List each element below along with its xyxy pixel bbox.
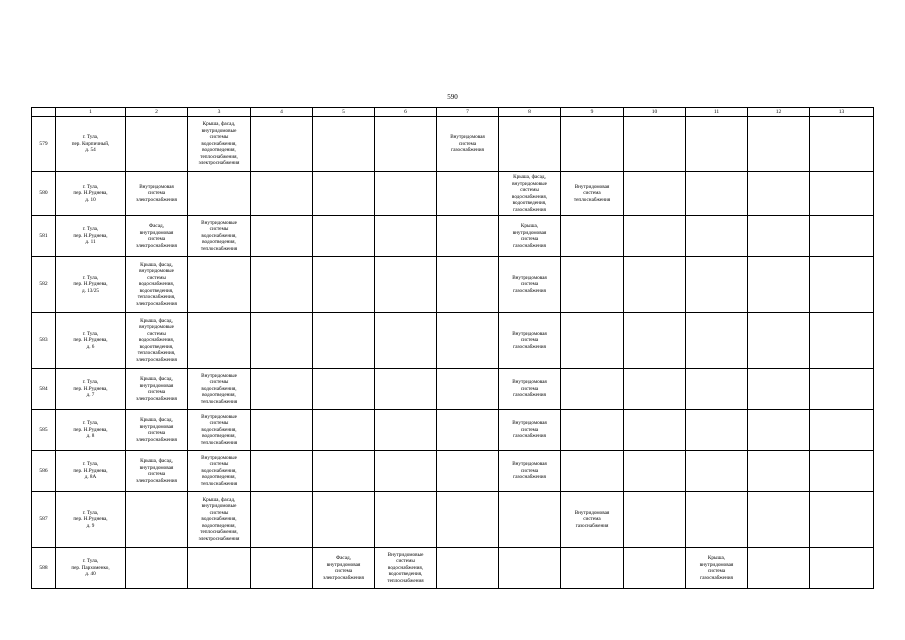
row-number: 586 [32, 451, 56, 492]
work-cell [126, 492, 188, 548]
work-cell [499, 117, 561, 172]
work-cell [126, 117, 188, 172]
work-cell [624, 257, 686, 313]
work-cell: Фасад, внутридомовая система электроснабжения [313, 548, 375, 589]
work-cell [810, 172, 874, 216]
work-cell [437, 548, 499, 589]
work-cell [686, 172, 748, 216]
work-cell [810, 410, 874, 451]
address-cell: г. Тула, пер. Кирпичный, д. 54 [56, 117, 126, 172]
work-cell: Фасад, внутридомовая система электроснабжения [126, 216, 188, 257]
row-number: 579 [32, 117, 56, 172]
work-cell [810, 548, 874, 589]
table-row [32, 257, 874, 313]
work-cell [624, 369, 686, 410]
work-cell [624, 451, 686, 492]
work-cell [437, 492, 499, 548]
work-cell [437, 257, 499, 313]
work-cell: Внутридомовые системы водоснабжения, водоотведения, теплоснабжения [188, 410, 251, 451]
header-cell: 4 [251, 108, 313, 117]
work-cell: Внутридомовая система газоснабжения [561, 492, 624, 548]
table-row [32, 451, 874, 492]
work-cell [188, 172, 251, 216]
work-cell [810, 492, 874, 548]
work-cell [624, 410, 686, 451]
work-cell [748, 313, 810, 369]
work-cell: Крыша, фасад, внутридомовые системы водоснабжения, водоотведения, теплоснабжения, электроснабжения [126, 257, 188, 313]
work-cell [686, 492, 748, 548]
work-cell: Крыша, фасад, внутридомовые системы водоснабжения, водоотведения, теплоснабжения, электроснабжения [188, 117, 251, 172]
work-cell [188, 548, 251, 589]
work-cell [686, 216, 748, 257]
work-cell [748, 410, 810, 451]
header-cell: 6 [375, 108, 437, 117]
address-cell: г. Тула, пер. Н.Руднева, д. 6 [56, 313, 126, 369]
work-cell [624, 313, 686, 369]
row-number: 584 [32, 369, 56, 410]
work-cell [748, 451, 810, 492]
table-row [32, 410, 874, 451]
work-cell [686, 369, 748, 410]
work-cell [686, 451, 748, 492]
address-cell: г. Тула, пер. Н.Руднева, д. 8 [56, 410, 126, 451]
address-cell: г. Тула, пер. Н.Руднева, д. 11 [56, 216, 126, 257]
work-cell: Крыша, фасад, внутридомовая система электроснабжения [126, 451, 188, 492]
work-cell [561, 410, 624, 451]
work-cell [188, 257, 251, 313]
work-cell [686, 313, 748, 369]
work-cell [810, 369, 874, 410]
address-cell: г. Тула, пер. Н.Руднева, д. 8А [56, 451, 126, 492]
work-cell [313, 257, 375, 313]
header-cell: 13 [810, 108, 874, 117]
work-cell [126, 548, 188, 589]
work-cell [748, 548, 810, 589]
repair-schedule-table [31, 107, 874, 589]
work-cell [251, 172, 313, 216]
work-cell [810, 117, 874, 172]
work-cell [313, 313, 375, 369]
work-cell [251, 216, 313, 257]
header-cell: 8 [499, 108, 561, 117]
work-cell [748, 216, 810, 257]
row-number: 580 [32, 172, 56, 216]
header-cell: 3 [188, 108, 251, 117]
row-number: 587 [32, 492, 56, 548]
work-cell: Крыша, внутридомовая система газоснабжения [499, 216, 561, 257]
header-cell: 9 [561, 108, 624, 117]
work-cell [810, 451, 874, 492]
work-cell: Внутридомовая система газоснабжения [437, 117, 499, 172]
work-cell: Крыша, фасад, внутридомовая система электроснабжения [126, 369, 188, 410]
work-cell: Внутридомовые системы водоснабжения, водоотведения, теплоснабжения [188, 451, 251, 492]
work-cell [686, 410, 748, 451]
header-cell: 1 [56, 108, 126, 117]
work-cell [313, 451, 375, 492]
work-cell [437, 216, 499, 257]
header-cell: 11 [686, 108, 748, 117]
row-number: 588 [32, 548, 56, 589]
work-cell: Внутридомовые системы водоснабжения, водоотведения, теплоснабжения [188, 369, 251, 410]
work-cell: Внутридомовая система электроснабжения [126, 172, 188, 216]
work-cell: Внутридомовая система газоснабжения [499, 257, 561, 313]
work-cell [375, 451, 437, 492]
work-cell [624, 172, 686, 216]
row-number: 585 [32, 410, 56, 451]
work-cell [624, 216, 686, 257]
work-cell [375, 492, 437, 548]
work-cell: Крыша, внутридомовая система газоснабжения [686, 548, 748, 589]
work-cell [624, 117, 686, 172]
work-cell [561, 548, 624, 589]
work-cell [375, 216, 437, 257]
work-cell [375, 410, 437, 451]
work-cell [251, 548, 313, 589]
work-cell [748, 369, 810, 410]
header-cell-blank [32, 108, 56, 117]
work-cell [748, 492, 810, 548]
table-row [32, 172, 874, 216]
work-cell [313, 117, 375, 172]
header-cell: 5 [313, 108, 375, 117]
table-row [32, 548, 874, 589]
work-cell [561, 117, 624, 172]
work-cell [437, 410, 499, 451]
work-cell [748, 257, 810, 313]
header-row [32, 108, 874, 117]
work-cell [499, 548, 561, 589]
work-cell [624, 548, 686, 589]
work-cell [251, 492, 313, 548]
work-cell: Крыша, фасад, внутридомовая система электроснабжения [126, 410, 188, 451]
table-row [32, 313, 874, 369]
work-cell [810, 313, 874, 369]
work-cell [686, 257, 748, 313]
header-cell: 7 [437, 108, 499, 117]
work-cell [437, 172, 499, 216]
work-cell [251, 369, 313, 410]
work-cell [810, 216, 874, 257]
work-cell: Внутридомовая система теплоснабжения [561, 172, 624, 216]
work-cell [437, 369, 499, 410]
work-cell: Крыша, фасад, внутридомовые системы водоснабжения, водоотведения, газоснабжения [499, 172, 561, 216]
address-cell: г. Тула, пер. Н.Руднева, д. 7 [56, 369, 126, 410]
work-cell [375, 369, 437, 410]
work-cell [313, 369, 375, 410]
work-cell [686, 117, 748, 172]
page-number: 590 [447, 93, 458, 101]
work-cell [748, 172, 810, 216]
row-number: 581 [32, 216, 56, 257]
work-cell: Внутридомовая система газоснабжения [499, 313, 561, 369]
work-cell [375, 172, 437, 216]
work-cell [561, 451, 624, 492]
work-cell: Крыша, фасад, внутридомовые системы водоснабжения, водоотведения, теплоснабжения, электроснабжения [126, 313, 188, 369]
work-cell [313, 492, 375, 548]
work-cell: Внутридомовая система газоснабжения [499, 369, 561, 410]
work-cell [251, 257, 313, 313]
work-cell [499, 492, 561, 548]
work-cell [313, 410, 375, 451]
address-cell: г. Тула, пер. Н.Руднева, д. 10 [56, 172, 126, 216]
address-cell: г. Тула, пер. Пархоменко, д. 40 [56, 548, 126, 589]
work-cell [561, 313, 624, 369]
work-cell [810, 257, 874, 313]
work-cell: Внутридомовая система газоснабжения [499, 410, 561, 451]
work-cell [624, 492, 686, 548]
header-cell: 12 [748, 108, 810, 117]
work-cell [437, 313, 499, 369]
work-cell [748, 117, 810, 172]
work-cell: Внутридомовые системы водоснабжения, водоотведения, теплоснабжения [375, 548, 437, 589]
work-cell: Внутридомовая система газоснабжения [499, 451, 561, 492]
address-cell: г. Тула, пер. Н.Руднева, д. 13/25 [56, 257, 126, 313]
work-cell [251, 117, 313, 172]
table-row [32, 117, 874, 172]
header-cell: 10 [624, 108, 686, 117]
table-row [32, 369, 874, 410]
row-number: 583 [32, 313, 56, 369]
header-cell: 2 [126, 108, 188, 117]
work-cell [561, 369, 624, 410]
table-row [32, 216, 874, 257]
work-cell [561, 216, 624, 257]
row-number: 582 [32, 257, 56, 313]
work-cell [251, 313, 313, 369]
work-cell [313, 172, 375, 216]
work-cell: Крыша, фасад, внутридомовые системы водоснабжения, водоотведения, теплоснабжения, электроснабжения [188, 492, 251, 548]
work-cell [313, 216, 375, 257]
work-cell [251, 410, 313, 451]
work-cell [188, 313, 251, 369]
work-cell [375, 313, 437, 369]
work-cell [437, 451, 499, 492]
table-row [32, 492, 874, 548]
work-cell [561, 257, 624, 313]
work-cell [375, 257, 437, 313]
address-cell: г. Тула, пер. Н.Руднева, д. 9 [56, 492, 126, 548]
work-cell [375, 117, 437, 172]
work-cell: Внутридомовые системы водоснабжения, водоотведения, теплоснабжения [188, 216, 251, 257]
work-cell [251, 451, 313, 492]
